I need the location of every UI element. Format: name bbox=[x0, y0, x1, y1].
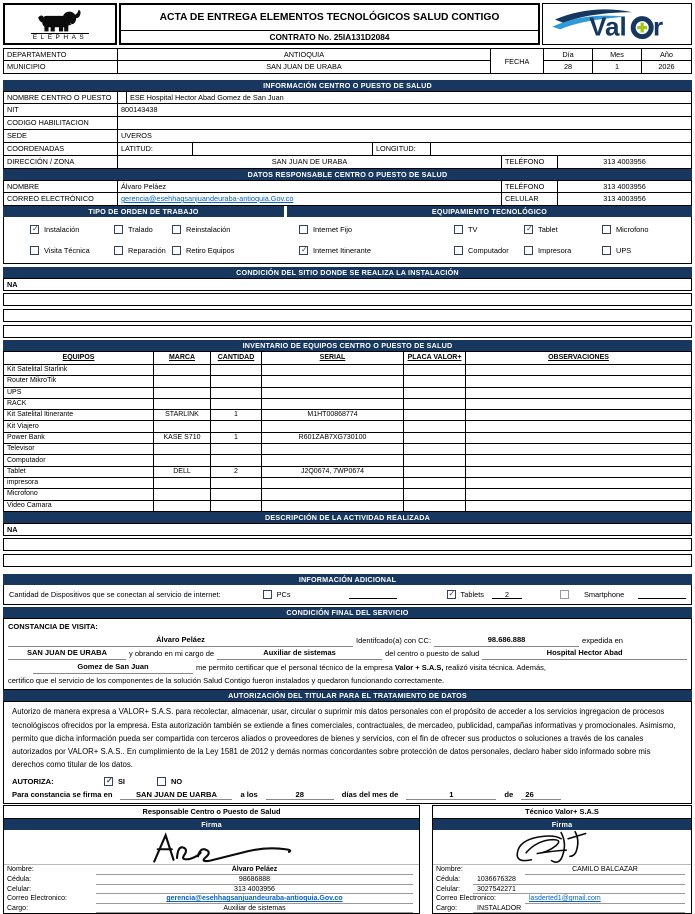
equipment-value-cell[interactable] bbox=[466, 376, 692, 387]
firma-responsable-box bbox=[3, 805, 420, 914]
table-row bbox=[4, 444, 692, 455]
descripcion-value[interactable]: NA bbox=[3, 523, 692, 536]
equipment-name-cell[interactable]: Computador bbox=[4, 455, 154, 466]
checkbox[interactable] bbox=[602, 225, 611, 234]
equipment-value-cell[interactable] bbox=[211, 444, 262, 455]
dispositivos-label: Cantidad de Dispositivos que se conectan al servicio de internet: bbox=[9, 589, 221, 599]
table-row bbox=[4, 466, 692, 477]
check-tv[interactable] bbox=[454, 225, 524, 234]
signature-scribble-icon bbox=[502, 830, 622, 865]
firma-left-signature[interactable] bbox=[4, 830, 419, 865]
cedula-value[interactable]: 98686888 bbox=[96, 875, 413, 885]
constancia-nombre[interactable]: Álvaro Peláez bbox=[8, 634, 353, 647]
check-internet-itinerante[interactable] bbox=[299, 246, 454, 255]
equipment-value-cell[interactable] bbox=[466, 387, 692, 398]
checkbox[interactable] bbox=[602, 246, 611, 255]
table-row bbox=[4, 365, 692, 376]
field-row bbox=[433, 875, 691, 885]
equipment-value-cell[interactable] bbox=[466, 477, 692, 488]
equipment-value-cell[interactable] bbox=[262, 387, 404, 398]
no-label: NO bbox=[170, 777, 183, 787]
field-row bbox=[433, 894, 691, 904]
checkbox[interactable] bbox=[30, 246, 39, 255]
equipment-value-cell[interactable] bbox=[211, 455, 262, 466]
table-row bbox=[4, 432, 692, 443]
equipment-value-cell[interactable] bbox=[211, 376, 262, 387]
autoriza-label: AUTORIZA: bbox=[12, 777, 54, 787]
nombre-value[interactable]: Álvaro Peláez bbox=[96, 865, 413, 875]
col-equipos: EQUIPOS bbox=[4, 352, 154, 365]
table-row bbox=[4, 489, 692, 500]
constancia-box bbox=[3, 618, 692, 691]
firma-mes[interactable]: 1 bbox=[406, 790, 496, 800]
svg-text:Val: Val bbox=[589, 11, 627, 42]
checkbox-label: Internet Fijo bbox=[313, 225, 353, 234]
equipment-value-cell[interactable] bbox=[466, 432, 692, 443]
departamento-value[interactable]: ANTIOQUIA bbox=[283, 50, 325, 59]
mes-label: Mes bbox=[593, 49, 642, 60]
telefono-value[interactable]: 313 4003956 bbox=[603, 157, 646, 166]
checkbox[interactable] bbox=[454, 246, 463, 255]
checkbox-label: Tablet bbox=[538, 225, 558, 234]
equipment-value-cell[interactable] bbox=[262, 489, 404, 500]
table-row bbox=[4, 421, 692, 432]
municipio-value[interactable]: SAN JUAN DE URABA bbox=[266, 62, 342, 71]
equipment-value-cell[interactable] bbox=[154, 365, 211, 376]
condicion-sitio-value[interactable]: NA bbox=[3, 278, 692, 291]
checkbox[interactable] bbox=[172, 225, 181, 234]
table-row bbox=[4, 410, 692, 421]
inventory-body bbox=[4, 365, 692, 512]
equipment-value-cell[interactable] bbox=[262, 444, 404, 455]
equipment-value-cell[interactable] bbox=[404, 432, 466, 443]
pcs-label: PCs bbox=[276, 589, 291, 599]
signature-scribble-icon bbox=[117, 830, 307, 865]
nombre-centro-value[interactable]: ESE Hospital Hector Abad Gomez de San Juan bbox=[130, 93, 284, 102]
equipment-value-cell[interactable] bbox=[262, 376, 404, 387]
firma-tecnico-box bbox=[432, 805, 692, 914]
celular-value[interactable]: 3027542271 bbox=[473, 885, 685, 895]
condicion-sitio-row[interactable] bbox=[3, 325, 692, 338]
checkbox[interactable] bbox=[560, 590, 569, 599]
col-marca: MARCA bbox=[154, 352, 211, 365]
document-title: ACTA DE ENTREGA ELEMENTOS TECNOLÓGICOS SALUD CONTIGO bbox=[159, 12, 500, 23]
checkbox[interactable] bbox=[104, 777, 113, 786]
firma-dia[interactable]: 28 bbox=[266, 790, 334, 800]
correo-link[interactable]: gerencia@esehhagsanjuandeuraba-antioquia.Gov.co bbox=[121, 194, 294, 203]
correo-label: CORREO ELECTRÓNICO bbox=[4, 193, 118, 205]
equipment-value-cell[interactable] bbox=[211, 387, 262, 398]
tablets-label: Tablets bbox=[460, 589, 484, 599]
equipment-value-cell[interactable]: DELL bbox=[154, 466, 211, 477]
checkbox-label: Tralado bbox=[128, 225, 153, 234]
field-row bbox=[4, 904, 419, 914]
equipment-value-cell[interactable] bbox=[404, 398, 466, 409]
field-row bbox=[433, 904, 691, 914]
checkbox[interactable] bbox=[299, 246, 308, 255]
checkbox-label: Visita Técnica bbox=[44, 246, 90, 255]
correo-label: Correo Electronico: bbox=[436, 895, 496, 903]
equipment-value-cell[interactable] bbox=[262, 477, 404, 488]
correo-value[interactable]: gerencia@esehhagsanjuandeuraba-antioquia.Gov.co bbox=[166, 895, 343, 903]
sede-value[interactable]: UVEROS bbox=[121, 131, 152, 140]
check-impresora[interactable] bbox=[524, 246, 602, 255]
checkbox[interactable] bbox=[447, 590, 456, 599]
field-row bbox=[433, 885, 691, 895]
nombre-centro-label: NOMBRE CENTRO O PUESTO bbox=[4, 92, 118, 103]
table-row bbox=[4, 376, 692, 387]
cargo-label: Cargo: bbox=[436, 904, 458, 912]
cargo-label: Cargo: bbox=[7, 904, 29, 912]
equipment-value-cell[interactable] bbox=[466, 421, 692, 432]
check-retiro-equipos[interactable] bbox=[172, 246, 299, 255]
pcs-value[interactable] bbox=[349, 590, 397, 599]
checkbox[interactable] bbox=[30, 225, 39, 234]
equipment-name-cell[interactable]: UPS bbox=[4, 387, 154, 398]
empresa-nombre: Valor + S.A.S, bbox=[394, 662, 444, 672]
inventory-header-row bbox=[4, 352, 692, 365]
firma-lugar[interactable]: SAN JUAN DE UARBA bbox=[120, 790, 232, 800]
responsable-telefono-label: TELÉFONO bbox=[502, 181, 558, 192]
correo-value[interactable]: lasderted1@gmail.com bbox=[529, 895, 601, 903]
check-reparacion[interactable] bbox=[114, 246, 172, 255]
codigo-habilitacion-label: CODIGO HABILITACION bbox=[4, 117, 118, 129]
svg-text:r: r bbox=[653, 11, 664, 42]
celular-label: Celular: bbox=[7, 885, 32, 893]
equipment-value-cell[interactable] bbox=[211, 500, 262, 511]
equipment-name-cell[interactable]: Televisor bbox=[4, 444, 154, 455]
equipment-value-cell[interactable] bbox=[466, 500, 692, 511]
col-cantidad: CANTIDAD bbox=[211, 352, 262, 365]
check-tralado[interactable] bbox=[114, 225, 172, 234]
responsable-telefono-value[interactable]: 313 4003956 bbox=[603, 182, 646, 191]
correo-label: Correo Electronico: bbox=[7, 895, 67, 903]
tablets-value[interactable]: 2 bbox=[492, 590, 522, 599]
equipment-value-cell[interactable] bbox=[404, 365, 466, 376]
equipment-value-cell[interactable] bbox=[262, 365, 404, 376]
check-ups[interactable] bbox=[602, 246, 691, 255]
equipment-value-cell[interactable] bbox=[154, 387, 211, 398]
equipment-value-cell[interactable] bbox=[466, 444, 692, 455]
nombre-label: Nombre: bbox=[7, 866, 34, 874]
firma-left-bar: Firma bbox=[4, 819, 419, 830]
check-reinstalacion[interactable] bbox=[172, 225, 299, 234]
checkbox-area bbox=[3, 217, 692, 264]
equipment-value-cell[interactable]: J2Q0674, 7WP0674 bbox=[262, 466, 404, 477]
equipment-name-cell[interactable]: Video Camara bbox=[4, 500, 154, 511]
equipment-value-cell[interactable] bbox=[211, 421, 262, 432]
valor-logo-icon bbox=[548, 6, 686, 42]
info-adicional-row bbox=[3, 585, 692, 605]
checkbox-label: Reparación bbox=[128, 246, 166, 255]
title-box bbox=[119, 3, 540, 45]
constancia-line-3: Gomez de San Juan me permito certificar que el personal técnico de la empresa Valor + S.A.S, realizó visita técnica. Además, bbox=[8, 660, 687, 674]
checkbox-label: TV bbox=[468, 225, 478, 234]
equipment-value-cell[interactable] bbox=[404, 387, 466, 398]
descripcion-row[interactable] bbox=[3, 554, 692, 567]
firma-right-title: Técnico Valor+ S.A.S bbox=[433, 806, 691, 819]
equipment-value-cell[interactable]: STARLINK bbox=[154, 410, 211, 421]
checkbox[interactable] bbox=[114, 246, 123, 255]
check-internet-fijo[interactable] bbox=[299, 225, 454, 234]
nombre-value[interactable]: CAMILO BALCAZAR bbox=[525, 865, 685, 875]
constancia-centro-2[interactable]: Gomez de San Juan bbox=[33, 661, 193, 674]
mes-value[interactable]: 1 bbox=[593, 61, 642, 73]
nombre-label: Nombre: bbox=[436, 866, 463, 874]
checkbox[interactable] bbox=[454, 225, 463, 234]
departamento-label: DEPARTAMENTO bbox=[4, 49, 118, 60]
constancia-line-1: Álvaro Peláez Identifcado(a) con CC: 98.686.888 expedida en bbox=[8, 633, 687, 647]
contract-number: CONTRATO No. 25IA131D2084 bbox=[121, 30, 538, 43]
check-smartphone[interactable] bbox=[560, 590, 624, 599]
constancia-label: CONSTANCIA DE VISITA: bbox=[8, 622, 98, 632]
meta-section bbox=[3, 48, 692, 74]
municipio-label: MUNICIPIO bbox=[4, 61, 118, 73]
autorizacion-paragraph: Autorizo de manera expresa a VALOR+ S.A.S. para recolectar, almacenar, usar, circular o suprimir mis datos personales con el propósito de acceder a los servicios ingregacion de procesos tecnológiscos ofrecidos por la empresa. Esta autorización también se extiende a fines comerciales, contractuales, de mercadeo, publicidad, campañas informativas y promocionales. Asimismo, permito que dicha información pueda ser compartida con terceros aliados o proveedores de bienes y servicios, con el fin de ofrecer sus productos o soluciones a través de los canales autorizados por VALOR+ S.A.S.. En cumplimiento de la Ley 1581 de 2012 y demás normas concordantes sobre protección de datos personales, declaro haber sido informado sobre mis derechos como titular de los datos. bbox=[12, 707, 676, 770]
checkbox-label: Instalación bbox=[44, 225, 80, 234]
constancia-line-2: SAN JUAN DE URABA y obrando en mi cargo de Auxiliar de sistemas del centro o puesto de salud Hospital Hector Abad bbox=[8, 647, 687, 661]
equipment-value-cell[interactable] bbox=[154, 489, 211, 500]
coordenadas-label: COORDENADAS bbox=[4, 143, 118, 155]
equipment-value-cell[interactable] bbox=[262, 398, 404, 409]
checkbox-label: Computador bbox=[468, 246, 509, 255]
equipment-value-cell[interactable] bbox=[262, 421, 404, 432]
equipment-value-cell[interactable] bbox=[404, 410, 466, 421]
longitud-label: LONGITUD: bbox=[373, 143, 431, 155]
sede-label: SEDE bbox=[4, 130, 118, 142]
ano-value[interactable]: 2026 bbox=[658, 62, 675, 71]
equipment-value-cell[interactable] bbox=[404, 444, 466, 455]
equipment-value-cell[interactable] bbox=[466, 466, 692, 477]
checkbox[interactable] bbox=[157, 777, 166, 786]
section-condicion-sitio: CONDICIÓN DEL SITIO DONDE SE REALIZA LA INSTALACIÓN bbox=[3, 267, 692, 278]
equipment-value-cell[interactable]: 1 bbox=[211, 410, 262, 421]
field-row bbox=[4, 885, 419, 895]
responsable-nombre-value[interactable]: Álvaro Peláez bbox=[118, 181, 502, 192]
check-computador[interactable] bbox=[454, 246, 524, 255]
firma-right-bar: Firma bbox=[433, 819, 691, 830]
equipment-value-cell[interactable] bbox=[211, 398, 262, 409]
equipment-name-cell[interactable]: Tablet bbox=[4, 466, 154, 477]
equipment-value-cell[interactable] bbox=[404, 376, 466, 387]
equipment-name-cell[interactable]: Kit Viajero bbox=[4, 421, 154, 432]
field-row bbox=[4, 865, 419, 875]
table-row bbox=[4, 387, 692, 398]
equipment-value-cell[interactable] bbox=[211, 489, 262, 500]
condicion-sitio-row[interactable] bbox=[3, 293, 692, 306]
field-row bbox=[4, 894, 419, 904]
equipment-value-cell[interactable] bbox=[154, 398, 211, 409]
equipment-value-cell[interactable] bbox=[404, 455, 466, 466]
checkbox[interactable] bbox=[299, 225, 308, 234]
equipment-value-cell[interactable] bbox=[466, 365, 692, 376]
cargo-value[interactable]: INSTALADOR bbox=[473, 904, 685, 914]
check-tablet[interactable] bbox=[524, 225, 602, 234]
dia-value[interactable]: 28 bbox=[544, 61, 593, 73]
col-placa: PLACA VALOR+ bbox=[404, 352, 466, 365]
celular-value[interactable]: 313 4003956 bbox=[603, 194, 646, 203]
equipment-value-cell[interactable] bbox=[404, 489, 466, 500]
smartphone-label: Smartphone bbox=[583, 589, 625, 599]
descripcion-row[interactable] bbox=[3, 538, 692, 551]
inventory-table bbox=[3, 351, 692, 512]
cedula-value[interactable]: 1036676328 bbox=[473, 875, 685, 885]
equipment-value-cell[interactable] bbox=[262, 455, 404, 466]
equipment-value-cell[interactable] bbox=[154, 444, 211, 455]
condicion-sitio-row[interactable] bbox=[3, 309, 692, 322]
celular-value[interactable]: 313 4003956 bbox=[96, 885, 413, 895]
latitud-value[interactable] bbox=[193, 143, 373, 155]
equipment-name-cell[interactable]: Router MikroTik bbox=[4, 376, 154, 387]
codigo-habilitacion-value[interactable] bbox=[118, 117, 691, 129]
constancia-centro-1[interactable]: Hospital Hector Abad bbox=[482, 647, 687, 660]
section-inventario: INVENTARIO DE EQUIPOS CENTRO O PUESTO DE SALUD bbox=[3, 340, 692, 351]
equipment-name-cell[interactable]: Kit Satelital Itinerante bbox=[4, 410, 154, 421]
checkbox-label: Impresora bbox=[538, 246, 572, 255]
section-responsable: DATOS RESPONSABLE CENTRO O PUESTO DE SALUD bbox=[3, 169, 692, 180]
constancia-line-4: certifico que el servicio de los componentes de la solución Salud Contigo fueron instalados y quedaron funcionando correctamente. bbox=[8, 676, 445, 686]
section-condicion-final: CONDICIÓN FINAL DEL SERVICIO bbox=[3, 607, 692, 618]
checkbox-label: Retiro Equipos bbox=[186, 246, 235, 255]
firma-text-1: Para constancia se firma en bbox=[12, 790, 113, 800]
check-si[interactable] bbox=[104, 777, 125, 786]
ano-label: Año bbox=[660, 50, 673, 59]
table-row bbox=[4, 455, 692, 466]
section-equipamiento: EQUIPAMIENTO TECNOLÓGICO bbox=[287, 206, 692, 217]
equipment-name-cell[interactable]: Power Bank bbox=[4, 432, 154, 443]
checkbox-label: Microfono bbox=[616, 225, 649, 234]
fecha-label: FECHA bbox=[491, 48, 544, 74]
firma-left-title: Responsable Centro o Puesto de Salud bbox=[4, 806, 419, 819]
check-instalacion[interactable] bbox=[30, 225, 114, 234]
equipment-value-cell[interactable] bbox=[404, 500, 466, 511]
si-label: SI bbox=[118, 777, 125, 787]
telefono-label: TELÉFONO bbox=[502, 156, 558, 168]
check-tablets[interactable] bbox=[447, 590, 484, 599]
firma-text-3: días del mes de bbox=[341, 790, 399, 800]
elephant-icon bbox=[32, 7, 88, 33]
equipment-value-cell[interactable] bbox=[466, 398, 692, 409]
checkbox[interactable] bbox=[114, 225, 123, 234]
section-info-centro: INFORMACIÓN CENTRO O PUESTO DE SALUD bbox=[3, 80, 692, 91]
constancia-lugar[interactable]: SAN JUAN DE URABA bbox=[8, 647, 126, 660]
section-autorizacion: AUTORIZACIÓN DEL TITULAR PARA EL TRATAMIENTO DE DATOS bbox=[3, 690, 692, 701]
equipment-value-cell[interactable] bbox=[466, 455, 692, 466]
equipment-value-cell[interactable] bbox=[404, 466, 466, 477]
firma-ano[interactable]: 26 bbox=[521, 790, 561, 800]
equipment-value-cell[interactable]: KASE S710 bbox=[154, 432, 211, 443]
col-observaciones: OBSERVACIONES bbox=[466, 352, 692, 365]
checkbox[interactable] bbox=[263, 590, 272, 599]
smartphone-value[interactable] bbox=[638, 590, 686, 599]
firma-text-4: de bbox=[504, 790, 514, 800]
check-no[interactable] bbox=[157, 777, 182, 786]
autorizacion-box bbox=[3, 701, 692, 804]
table-row bbox=[4, 500, 692, 511]
direccion-value[interactable]: SAN JUAN DE URABA bbox=[118, 156, 502, 168]
col-serial: SERIAL bbox=[262, 352, 404, 365]
constancia-cargo[interactable]: Auxiliar de sistemas bbox=[217, 647, 382, 660]
equipment-name-cell[interactable]: Kit Satelital Starlink bbox=[4, 365, 154, 376]
celular-label: Celular: bbox=[436, 885, 461, 893]
equipment-value-cell[interactable] bbox=[262, 500, 404, 511]
section-info-adicional: INFORMACIÓN ADICIONAL bbox=[3, 574, 692, 585]
equipment-value-cell[interactable] bbox=[154, 376, 211, 387]
elephas-wordmark: ELEPHAS bbox=[32, 34, 88, 41]
cedula-label: Cédula: bbox=[436, 875, 461, 883]
responsable-nombre-label: NOMBRE bbox=[4, 181, 118, 192]
equipment-name-cell[interactable]: RACK bbox=[4, 398, 154, 409]
field-row bbox=[433, 865, 691, 875]
check-microfono[interactable] bbox=[602, 225, 691, 234]
equipment-value-cell[interactable]: 1 bbox=[211, 432, 262, 443]
equipment-value-cell[interactable] bbox=[466, 410, 692, 421]
firma-text-2: a los bbox=[240, 790, 258, 800]
section-descripcion: DESCRIPCIÓN DE LA ACTIVIDAD REALIZADA bbox=[3, 512, 692, 523]
form-document bbox=[3, 3, 692, 914]
equipment-value-cell[interactable]: M1HT00868774 bbox=[262, 410, 404, 421]
check-pcs[interactable] bbox=[263, 590, 291, 599]
valor-logo bbox=[542, 3, 692, 45]
check-visita-tecnica[interactable] bbox=[30, 246, 114, 255]
longitud-value[interactable] bbox=[431, 143, 691, 155]
equipment-value-cell[interactable] bbox=[154, 500, 211, 511]
equipment-value-cell[interactable] bbox=[154, 421, 211, 432]
signatures-section bbox=[3, 805, 692, 914]
equipment-value-cell[interactable] bbox=[466, 489, 692, 500]
checkbox-label: Internet Itinerante bbox=[313, 246, 371, 255]
equipment-name-cell[interactable]: Microfono bbox=[4, 489, 154, 500]
firma-constancia-row bbox=[12, 788, 683, 801]
equipment-value-cell[interactable]: R601ZAB7XG730100 bbox=[262, 432, 404, 443]
checkbox[interactable] bbox=[524, 225, 533, 234]
section-orden-trabajo: TIPO DE ORDEN DE TRABAJO bbox=[3, 206, 284, 217]
equipment-value-cell[interactable] bbox=[211, 365, 262, 376]
equipment-value-cell[interactable] bbox=[154, 455, 211, 466]
equipment-value-cell[interactable] bbox=[154, 477, 211, 488]
firma-right-signature[interactable] bbox=[433, 830, 691, 865]
checkbox-label: UPS bbox=[616, 246, 632, 255]
table-row bbox=[4, 398, 692, 409]
nit-label: NIT bbox=[4, 104, 118, 116]
celular-label: CELULAR bbox=[502, 193, 558, 205]
document-header bbox=[3, 3, 692, 45]
latitud-label: LATITUD: bbox=[118, 143, 193, 155]
equipment-value-cell[interactable] bbox=[404, 477, 466, 488]
dia-label: Día bbox=[544, 49, 593, 60]
cedula-label: Cédula: bbox=[7, 875, 32, 883]
equipment-value-cell[interactable] bbox=[404, 421, 466, 432]
table-row bbox=[4, 477, 692, 488]
autoriza-row bbox=[12, 775, 683, 788]
checkbox-label: Reinstalación bbox=[186, 225, 231, 234]
equipment-name-cell[interactable]: impresora bbox=[4, 477, 154, 488]
equipment-value-cell[interactable]: 2 bbox=[211, 466, 262, 477]
direccion-label: DIRECCIÓN / ZONA bbox=[4, 156, 118, 168]
checkbox[interactable] bbox=[524, 246, 533, 255]
constancia-cc[interactable]: 98.686.888 bbox=[434, 634, 579, 647]
equipment-value-cell[interactable] bbox=[211, 477, 262, 488]
cargo-value[interactable]: Auxiliar de sistemas bbox=[96, 904, 413, 914]
elephas-logo bbox=[3, 3, 117, 45]
field-row bbox=[4, 875, 419, 885]
checkbox[interactable] bbox=[172, 246, 181, 255]
nit-value[interactable]: 800143438 bbox=[121, 105, 158, 114]
